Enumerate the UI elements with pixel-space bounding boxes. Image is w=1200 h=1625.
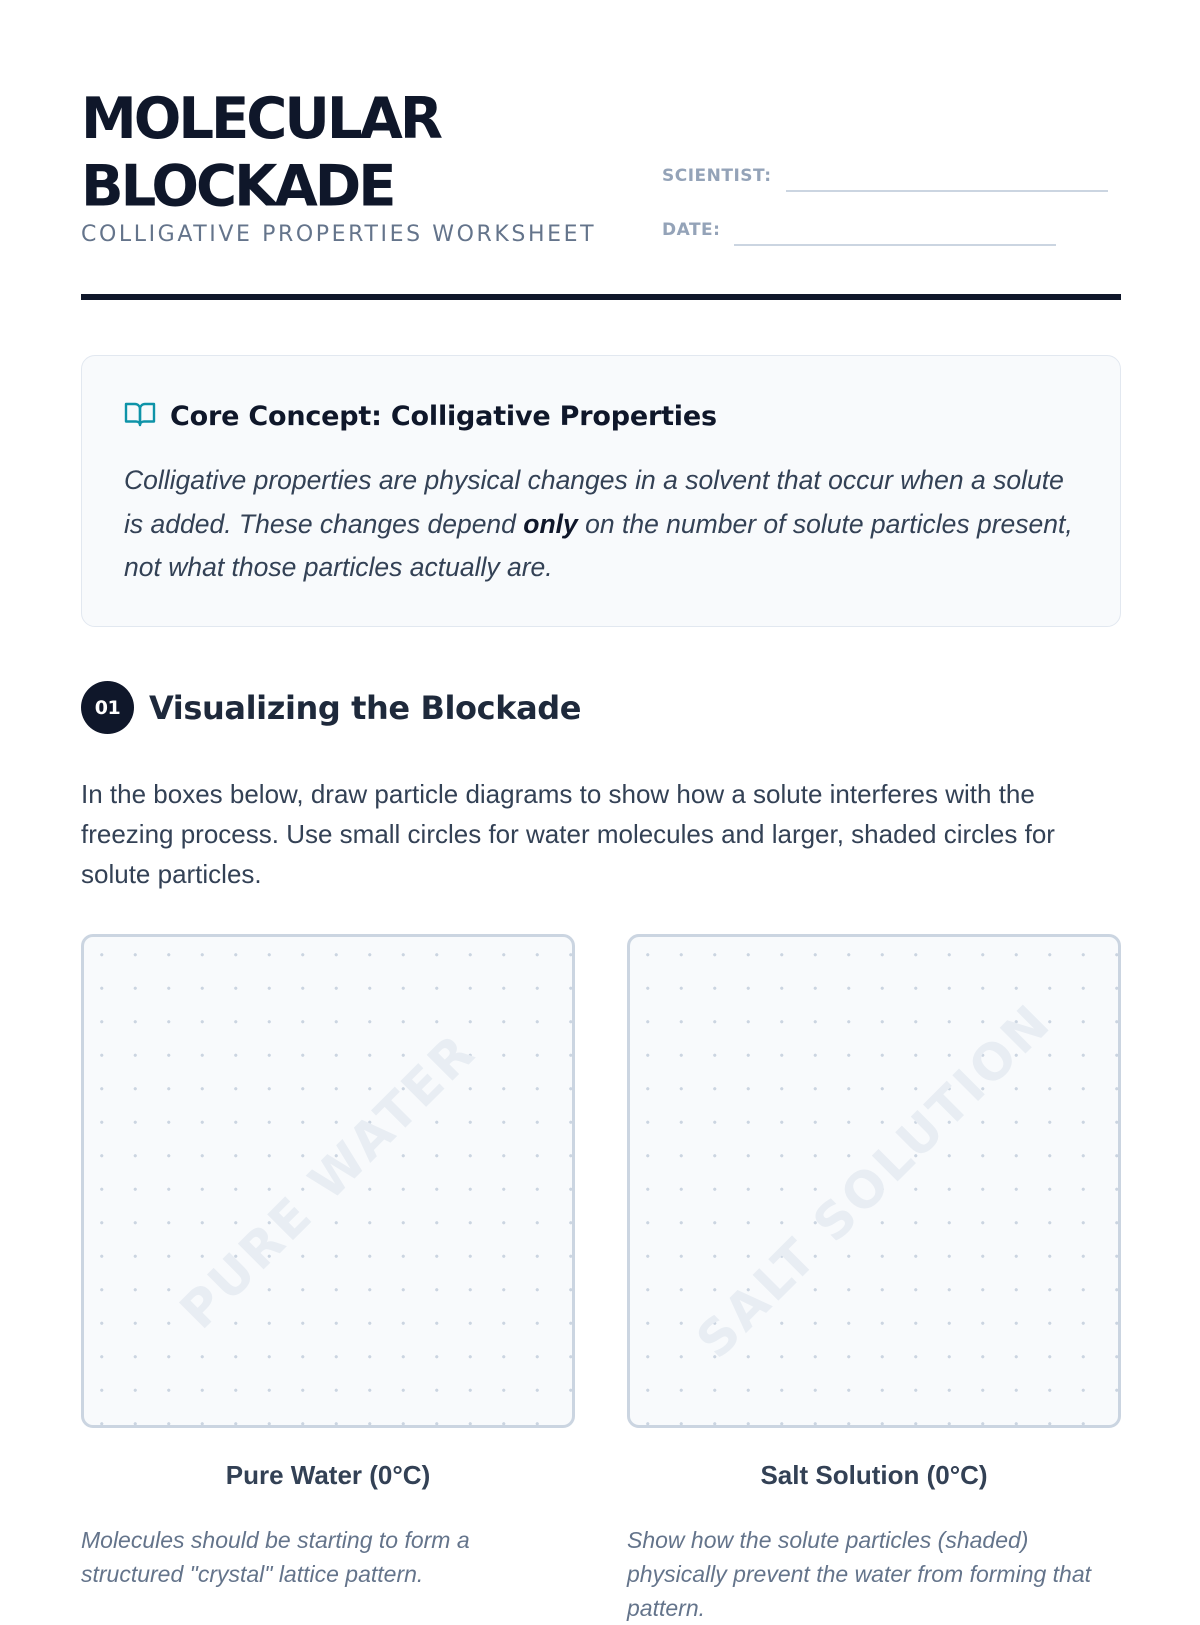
salt-solution-watermark: SALT SOLUTION (685, 992, 1063, 1370)
salt-solution-hint: Show how the solute particles (shaded) physically prevent the water from forming that pattern. (627, 1527, 1092, 1621)
title-line-1: MOLECULAR (81, 86, 440, 153)
pure-water-watermark: PURE WATER (168, 1021, 488, 1341)
salt-solution-label: Salt Solution (0°C) (760, 1460, 988, 1490)
pure-water-drawing-box[interactable] (81, 934, 575, 1428)
salt-solution-drawing-box[interactable] (627, 934, 1121, 1428)
date-label: DATE: (662, 220, 721, 240)
concept-title: Core Concept: Colligative Properties (170, 401, 717, 432)
header-divider (81, 294, 1121, 300)
concept-text-part2: on the number of solute particles present, not what those particles actually are. (124, 508, 1073, 582)
scientist-field (662, 166, 1108, 186)
date-field (662, 220, 1056, 240)
section-title: Visualizing the Blockade (149, 688, 582, 727)
scientist-line[interactable] (786, 190, 1108, 192)
date-line[interactable] (734, 244, 1056, 246)
section-number-badge: 01 (81, 681, 134, 734)
concept-text-part1: Colligative properties are physical changes in a solvent that occur when a solute is added. These changes depend (124, 465, 1064, 539)
section-heading (81, 681, 581, 734)
core-concept-panel (81, 355, 1121, 627)
section-instructions: In the boxes below, draw particle diagrams to show how a solute interferes with the freezing process. Use small circles for water molecules and larger, shaded circles for solute particles. (81, 779, 1055, 889)
title-line-2: BLOCKADE (81, 153, 394, 220)
scientist-label: SCIENTIST: (662, 166, 772, 186)
open-book-icon (124, 400, 156, 433)
pure-water-label: Pure Water (0°C) (225, 1460, 431, 1490)
concept-emphasis: only (523, 508, 578, 539)
worksheet-subtitle: COLLIGATIVE PROPERTIES WORKSHEET (81, 222, 597, 247)
worksheet-title (81, 86, 1121, 221)
concept-text (124, 459, 1084, 590)
pure-water-hint: Molecules should be starting to form a structured "crystal" lattice pattern. (81, 1527, 470, 1587)
concept-header (124, 400, 717, 433)
